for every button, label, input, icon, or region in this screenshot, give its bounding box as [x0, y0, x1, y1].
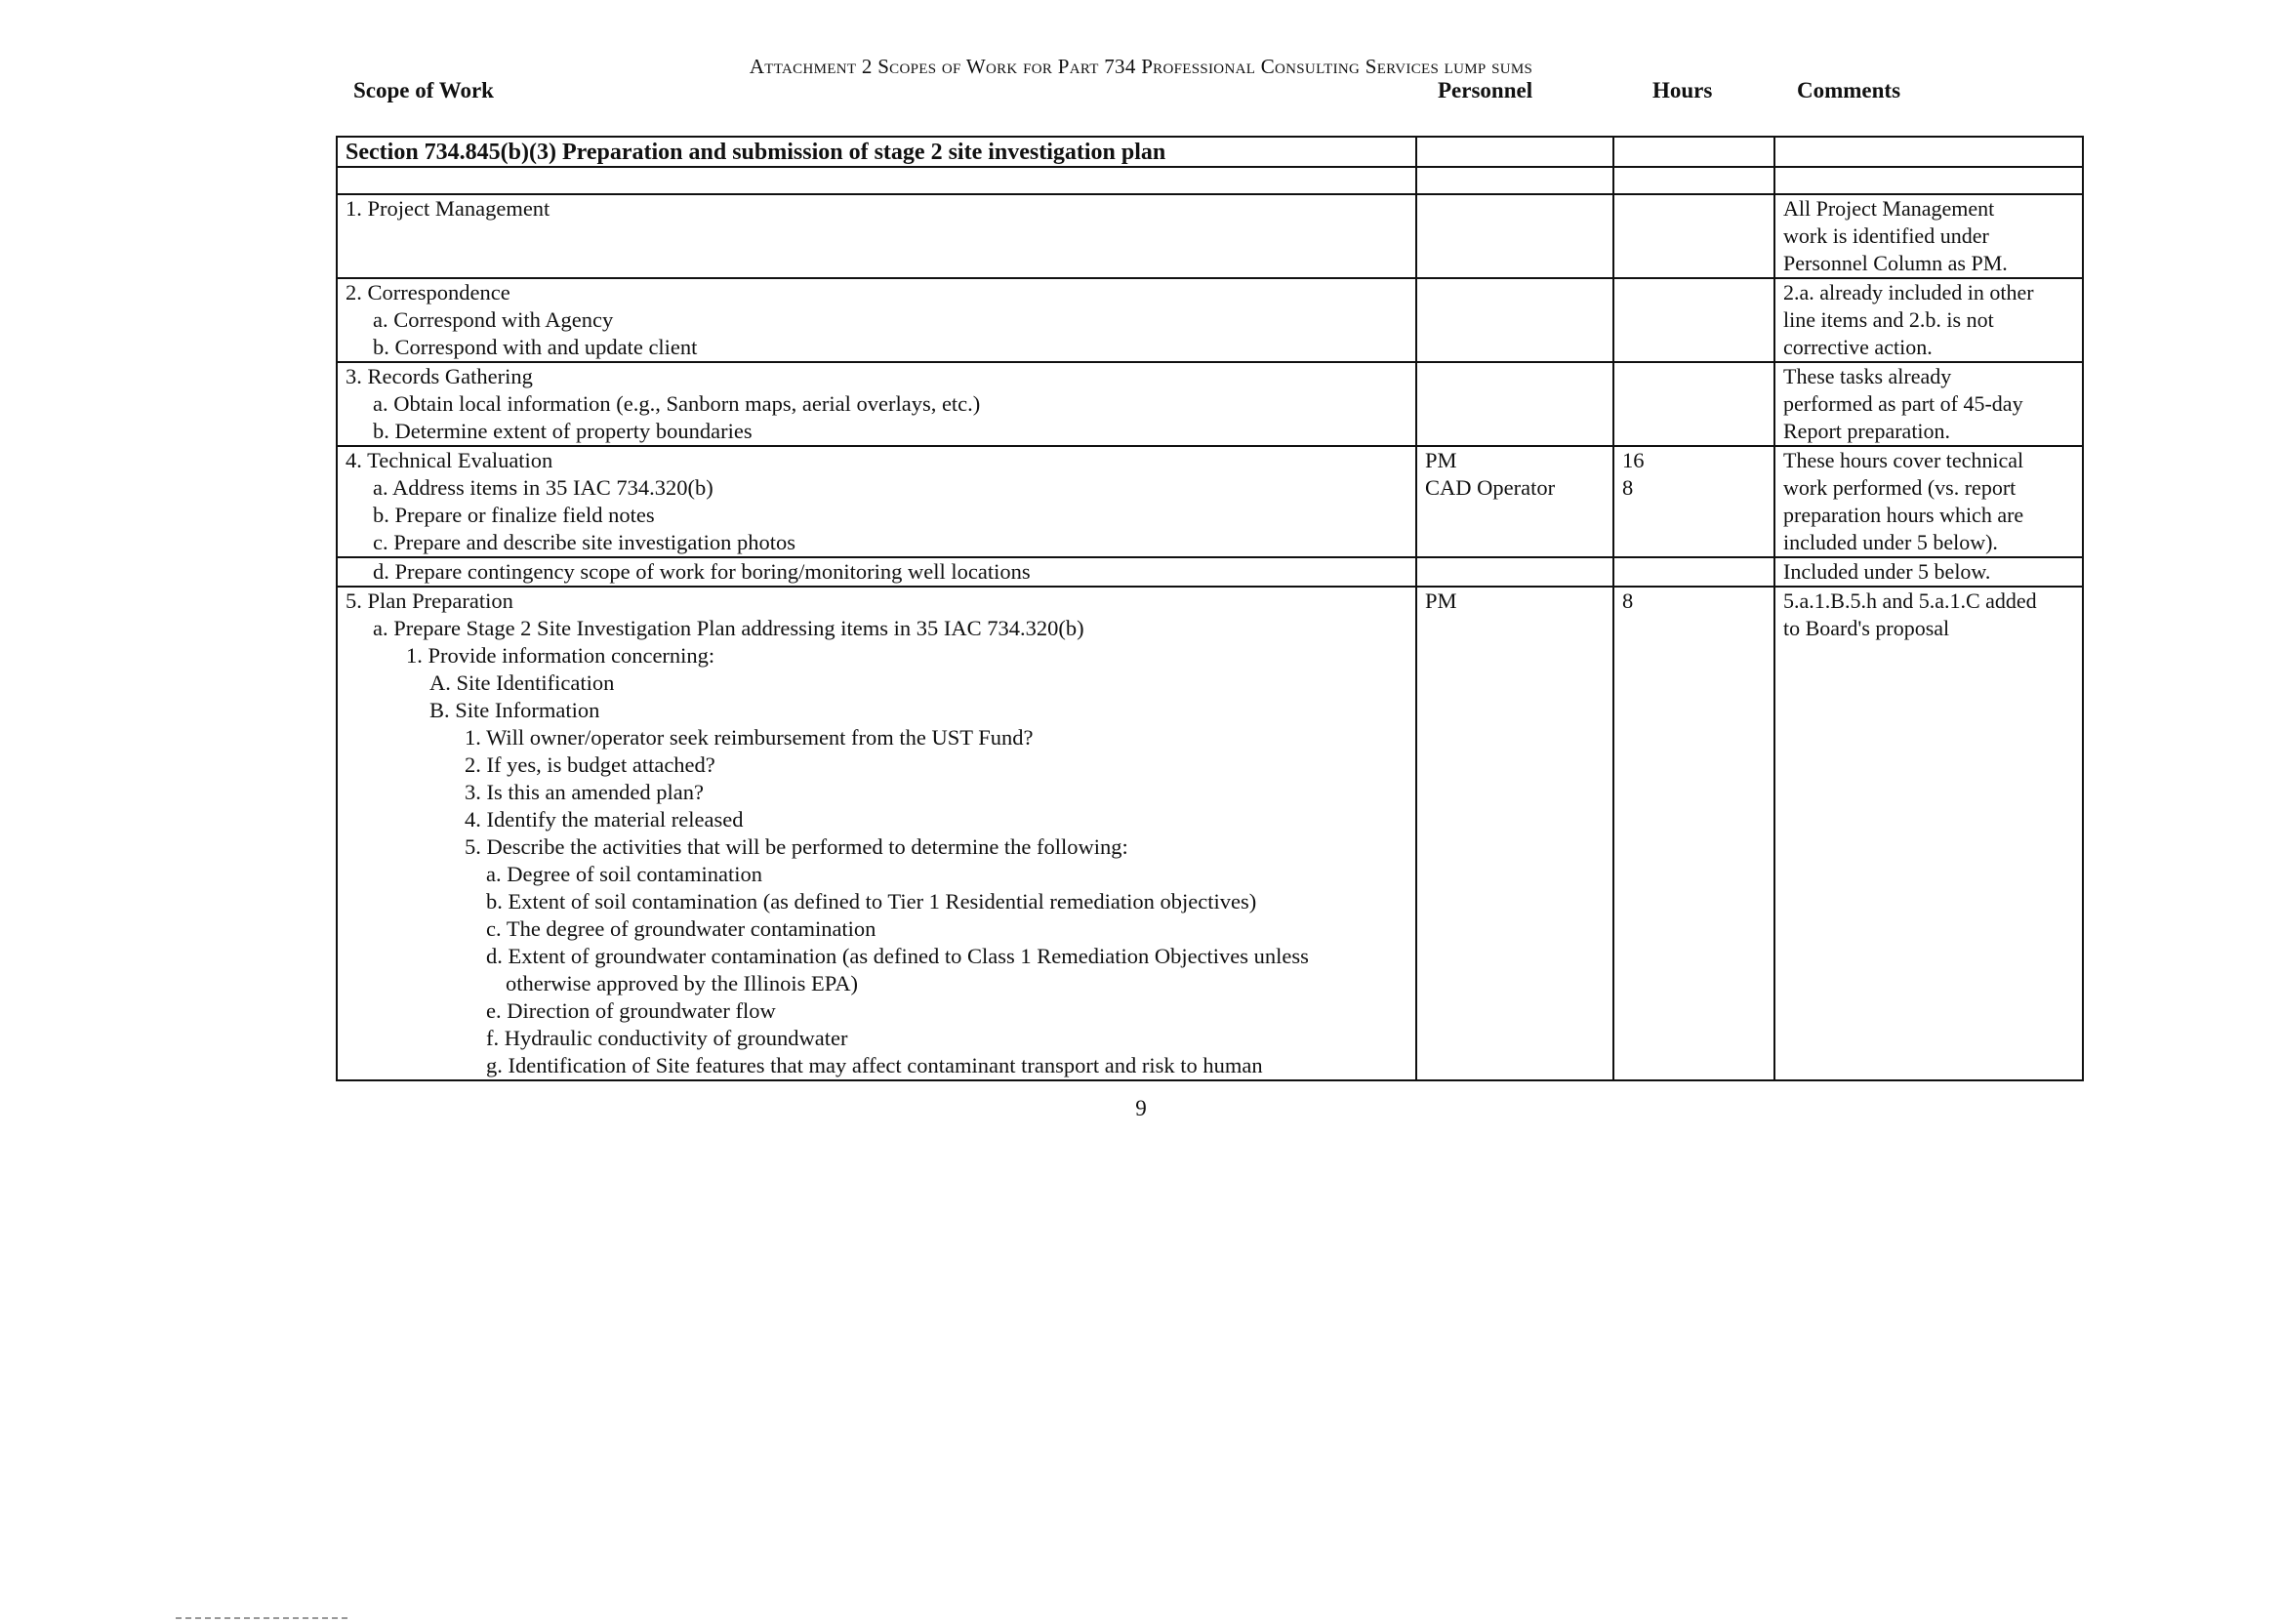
- table-row-correspondence: [337, 278, 2083, 362]
- scan-artifact: [176, 1617, 347, 1621]
- table-row-project-management: [337, 194, 2083, 278]
- column-header-personnel: Personnel: [1438, 78, 1533, 102]
- column-header-comments: Comments: [1797, 78, 1901, 102]
- comment-cell: These tasks already performed as part of 45-day Report preparation.: [1774, 362, 2083, 446]
- page-number: 9: [1135, 1096, 1147, 1120]
- table-row-blank: [337, 167, 2083, 194]
- scope-cell: 4. Technical Evaluation a. Address items in 35 IAC 734.320(b) b. Prepare or finalize field notes c. Prepare and describe site investigation photos: [337, 446, 1416, 557]
- scope-cell: 5. Plan Preparation a. Prepare Stage 2 Site Investigation Plan addressing items in 35 IAC 734.320(b) 1. Provide information concerning: A. Site Identification B. Site Information 1. Will owner/operator seek reimbursement from the UST Fund? 2. If yes, is budget attached? 3. Is this an amended plan? 4. Identify the material released 5. Describe the activities that will be performed to determine the following: a. Degree of soil contamination b. Extent of soil contamination (as defined to Tier 1 Residential remediation objectives) c. The degree of groundwater contamination d. Extent of groundwater contamination (as defined to Class 1 Remediation Objectives unless otherwise approved by the Illinois EPA) e. Direction of groundwater flow f. Hydraulic conductivity of groundwater g. Identification of Site features that may affect contaminant transport and risk to human: [337, 587, 1416, 1080]
- hours-cell: 8: [1613, 587, 1774, 1080]
- column-header-hours: Hours: [1652, 78, 1713, 102]
- hours-cell: 16 8: [1613, 446, 1774, 557]
- comment-cell: Included under 5 below.: [1774, 557, 2083, 587]
- section-title: Section 734.845(b)(3) Preparation and submission of stage 2 site investigation plan: [337, 137, 1416, 167]
- table-row-plan-preparation: [337, 587, 2083, 1080]
- column-header-scope: Scope of Work: [353, 78, 494, 102]
- scope-cell: 3. Records Gathering a. Obtain local information (e.g., Sanborn maps, aerial overlays, etc.) b. Determine extent of property boundaries: [337, 362, 1416, 446]
- personnel-cell: PM: [1416, 587, 1613, 1080]
- comment-cell: These hours cover technical work performed (vs. report preparation hours which are included under 5 below).: [1774, 446, 2083, 557]
- table-row-technical-evaluation: [337, 446, 2083, 557]
- comment-cell: 2.a. already included in other line items and 2.b. is not corrective action.: [1774, 278, 2083, 362]
- page-title: Attachment 2 Scopes of Work for Part 734 Professional Consulting Services lump sums: [749, 55, 1533, 78]
- scope-cell: 1. Project Management: [337, 194, 1416, 278]
- personnel-cell: PM CAD Operator: [1416, 446, 1613, 557]
- table-row-section: [337, 137, 2083, 167]
- scope-cell: 2. Correspondence a. Correspond with Agency b. Correspond with and update client: [337, 278, 1416, 362]
- table-row-contingency-scope: [337, 557, 2083, 587]
- scope-of-work-table: [336, 136, 2084, 1081]
- table-row-records-gathering: [337, 362, 2083, 446]
- scope-cell: d. Prepare contingency scope of work for boring/monitoring well locations: [337, 557, 1416, 587]
- comment-cell: All Project Management work is identified under Personnel Column as PM.: [1774, 194, 2083, 278]
- comment-cell: 5.a.1.B.5.h and 5.a.1.C added to Board's proposal: [1774, 587, 2083, 1080]
